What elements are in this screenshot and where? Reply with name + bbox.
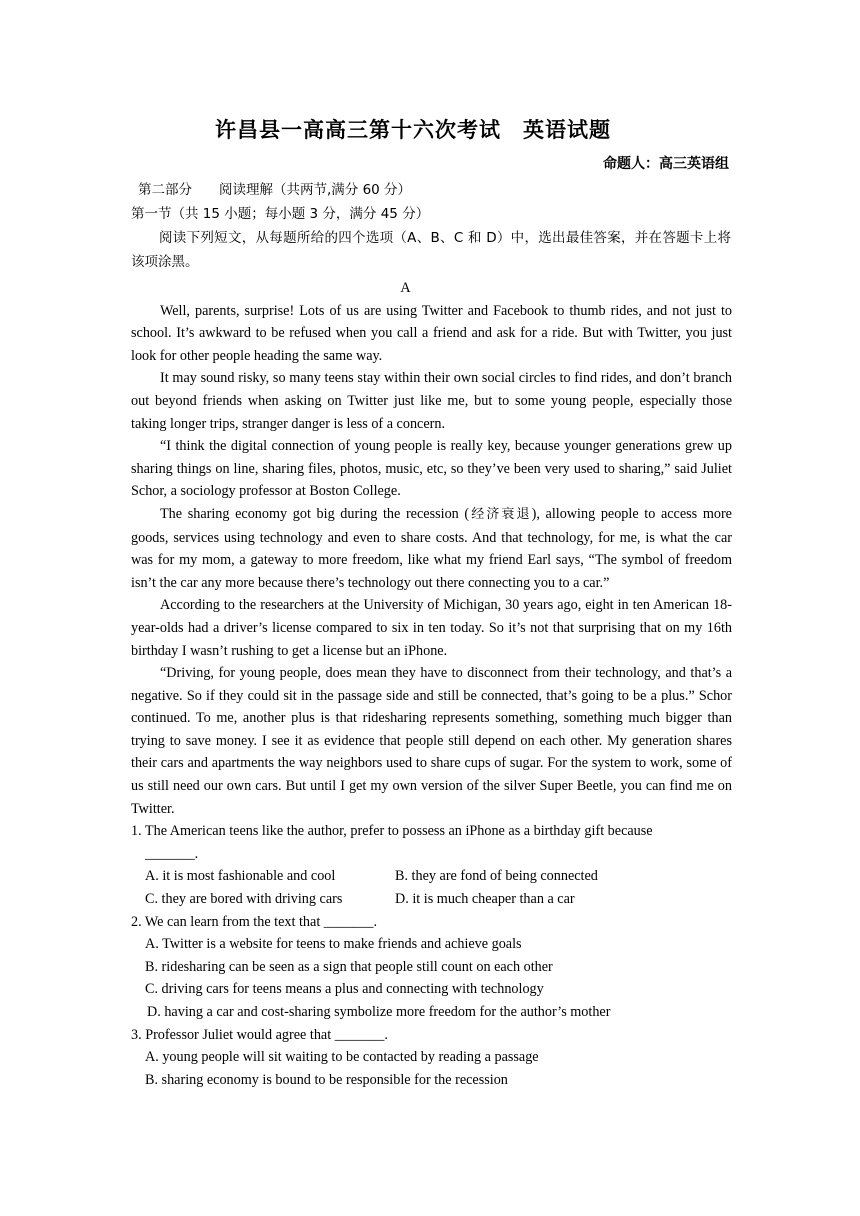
chinese-gloss: 经济衰退 <box>469 506 532 522</box>
question-2-stem: 2. We can learn from the text that _______. <box>131 913 378 930</box>
option-a: A. it is most fashionable and cool <box>145 868 336 885</box>
option-b: B. ridesharing can be seen as a sign that people still count on each other <box>145 958 553 975</box>
passage-body <box>131 277 732 1091</box>
question-blank: _______. <box>145 845 199 862</box>
paragraph-text: The sharing economy got big during the recession ( <box>160 505 470 522</box>
paragraph <box>131 503 732 594</box>
option-a: A. young people will sit waiting to be contacted by reading a passage <box>145 1049 539 1066</box>
page-title: 许昌县一高高三第十六次考试 英语试题 <box>215 118 611 142</box>
paragraph: According to the researchers at the University of Michigan, 30 years ago, eight in ten American 18-year-olds had a driver’s license compared to six in ten today. So it’s not that surprising that on my 16th birthday I wasn’t rushing to get a license but an iPhone. <box>131 597 732 659</box>
option-b: B. they are fond of being connected <box>395 868 598 885</box>
paragraph: It may sound risky, so many teens stay within their own social circles to find rides, and don’t branch out beyond friends when asking on Twitter just like me, but to some young people, especially those taking longer trips, stranger danger is less of a concern. <box>131 370 732 432</box>
option-b: B. sharing economy is bound to be responsible for the recession <box>145 1071 508 1088</box>
option-d: D. it is much cheaper than a car <box>395 891 575 908</box>
paragraph: “I think the digital connection of young people is really key, because younger generations grew up sharing things on line, sharing files, photos, music, etc, so they’ve been very used to sharing,” said Juliet Schor, a sociology professor at Boston College. <box>131 438 732 500</box>
instructions: 阅读下列短文，从每题所给的四个选项（A、B、C 和 D）中，选出最佳答案，并在答题卡上将该项涂黑。 <box>131 230 731 270</box>
option-d: D. having a car and cost-sharing symbolize more freedom for the author’s mother <box>147 1004 611 1020</box>
options-row <box>131 888 732 911</box>
option-a: A. Twitter is a website for teens to make friends and achieve goals <box>145 936 522 953</box>
question-stem: 1. The American teens like the author, prefer to possess an iPhone as a birthday gift because <box>131 823 653 840</box>
option-c: C. driving cars for teens means a plus and connecting with technology <box>145 981 544 998</box>
options-row <box>131 865 732 888</box>
question-3-stem: 3. Professor Juliet would agree that _______. <box>131 1026 388 1043</box>
option-c: C. they are bored with driving cars <box>145 891 343 908</box>
paragraph: Well, parents, surprise! Lots of us are using Twitter and Facebook to thumb rides, and not just to school. It’s awkward to be refused when you call a friend and ask for a ride. But with Twitter, you just look for other people heading the same way. <box>131 302 732 364</box>
paragraph: “Driving, for young people, does mean they have to disconnect from their technology, and that’s a negative. So if they could sit in the passage side and still be connected, that’s going to be a plus.” Schor continued. To me, another plus is that ridesharing represents something, something much bigger than trying to save money. I see it as evidence that people still depend on each other. My generation shares their cars and apartments the way neighbors used to share cups of sugar. For the system to work, some of us still need our own cars. But until I get my own version of the silver Super Beetle, you can find me on Twitter. <box>131 665 732 817</box>
section-heading: 第一节（共 15 小题；每小题 3 分，满分 45 分） <box>131 206 430 222</box>
passage-letter: A <box>400 280 411 296</box>
paragraph-text: ), allowing people to access more goods, services using technology and even to share costs. And that technology, for me, is what the car was for my mom, a gateway to more freedom, like what my friend Earl says, “The symbol of freedom isn’t the car any more because there’s technology out there connecting you to a car.” <box>131 505 732 591</box>
question-1 <box>131 820 732 865</box>
part-heading: 第二部分 阅读理解（共两节,满分 60 分） <box>138 182 412 198</box>
author-line: 命题人：高三英语组 <box>603 156 729 172</box>
